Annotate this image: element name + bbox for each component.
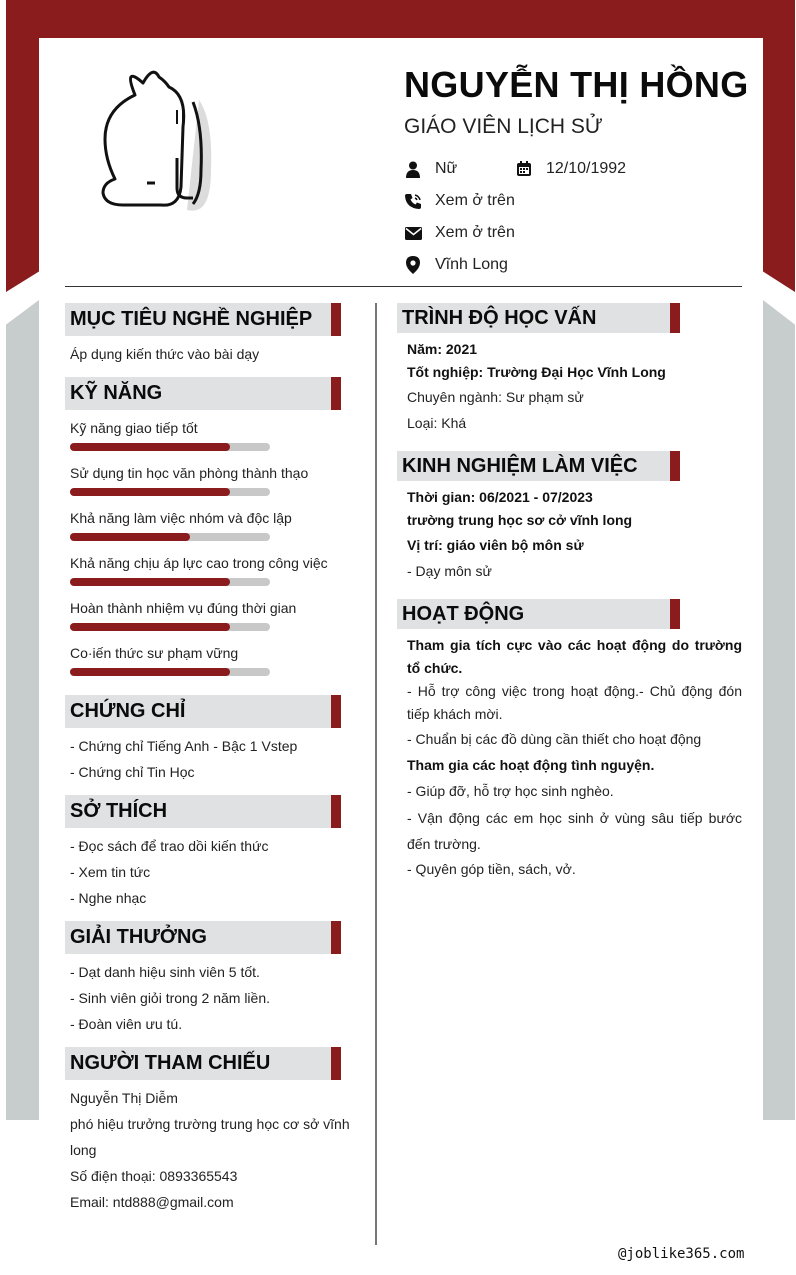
header-band bbox=[6, 0, 795, 38]
map-pin-icon bbox=[404, 256, 422, 274]
objective-text: Áp dụng kiến thức vào bài dạy bbox=[70, 346, 260, 362]
address-row bbox=[404, 256, 508, 274]
right-gray-ribbon bbox=[763, 300, 795, 1120]
candidate-name: NGUYỄN THỊ HỒNG bbox=[404, 64, 749, 105]
avatar bbox=[65, 40, 215, 260]
skill-level-bar bbox=[70, 668, 270, 676]
experience-time: Thời gian: 06/2021 - 07/2023 bbox=[407, 489, 593, 505]
experience-header: KINH NGHIỆM LÀM VIỆC bbox=[397, 451, 680, 481]
calendar-icon bbox=[515, 160, 533, 178]
certificate-item: - Chứng chỉ Tiếng Anh - Bậc 1 Vstep bbox=[70, 738, 298, 754]
birthday-value: 12/10/1992 bbox=[546, 160, 627, 177]
reference-position-cont: long bbox=[70, 1142, 97, 1158]
award-item: - Sinh viên giỏi trong 2 năm liền. bbox=[70, 990, 270, 1006]
gender-row bbox=[404, 160, 457, 178]
education-grade: Loại: Khá bbox=[407, 415, 467, 431]
skill-label: Sử dụng tin học văn phòng thành thạo bbox=[70, 465, 309, 481]
job-title: GIÁO VIÊN LỊCH SỬ bbox=[404, 115, 603, 138]
header-divider bbox=[65, 286, 742, 287]
skill-level-fill bbox=[70, 533, 190, 541]
certificate-item: - Chứng chỉ Tin Học bbox=[70, 764, 195, 780]
email-row bbox=[404, 224, 515, 242]
certificates-header: CHỨNG CHỈ bbox=[65, 695, 341, 728]
activity-group-title: Tham gia tích cực vào các hoạt động do trường tổ chức. bbox=[407, 637, 742, 676]
awards-header: GIẢI THƯỞNG bbox=[65, 921, 341, 954]
skill-label: Hoàn thành nhiệm vụ đúng thời gian bbox=[70, 600, 297, 616]
experience-position: Vị trí: giáo viên bộ môn sử bbox=[407, 537, 584, 553]
skill-level-bar bbox=[70, 533, 270, 541]
skill-level-bar bbox=[70, 578, 270, 586]
birthday-row bbox=[515, 160, 626, 178]
hobby-item: - Xem tin tức bbox=[70, 864, 151, 880]
activity-item: - Quyên góp tiền, sách, vở. bbox=[407, 861, 576, 877]
skill-label: Kỹ năng giao tiếp tốt bbox=[70, 420, 198, 436]
hobbies-header: SỞ THÍCH bbox=[65, 795, 341, 828]
email-value: Xem ở trên bbox=[435, 224, 515, 241]
bunny-avatar-icon bbox=[65, 40, 215, 260]
references-header: NGƯỜI THAM CHIẾU bbox=[65, 1047, 341, 1080]
education-year: Năm: 2021 bbox=[407, 341, 478, 357]
skill-level-fill bbox=[70, 443, 230, 451]
experience-company: trường trung học sơ cở vĩnh long bbox=[407, 512, 633, 528]
skill-level-fill bbox=[70, 578, 230, 586]
activity-item: - Vận động các em học sinh ở vùng sâu tiếp bước đến trường. bbox=[407, 810, 742, 852]
activities-header: HOẠT ĐỘNG bbox=[397, 599, 680, 629]
left-red-ribbon bbox=[6, 0, 39, 292]
footer-watermark: @joblike365.com bbox=[618, 1246, 745, 1262]
column-divider bbox=[375, 303, 377, 1245]
phone-row bbox=[404, 192, 515, 210]
hobby-item: - Nghe nhạc bbox=[70, 890, 147, 906]
skill-label: Co·iến thức sư phạm vững bbox=[70, 645, 239, 661]
education-header: TRÌNH ĐỘ HỌC VẤN bbox=[397, 303, 680, 333]
skill-level-fill bbox=[70, 668, 230, 676]
reference-phone: Số điện thoại: 0893365543 bbox=[70, 1168, 238, 1184]
activity-item: - Giúp đỡ, hỗ trợ học sinh nghèo. bbox=[407, 783, 614, 799]
phone-value: Xem ở trên bbox=[435, 192, 515, 209]
experience-description: - Dạy môn sử bbox=[407, 563, 492, 579]
skill-label: Khả năng chịu áp lực cao trong công việc bbox=[70, 555, 328, 571]
skill-level-fill bbox=[70, 623, 230, 631]
skill-label: Khả năng làm việc nhóm và độc lập bbox=[70, 510, 292, 526]
activity-item: - Chuẩn bị các đồ dùng cần thiết cho hoạt động bbox=[407, 731, 702, 747]
education-school: Tốt nghiệp: Trường Đại Học Vĩnh Long bbox=[407, 364, 666, 380]
skill-level-fill bbox=[70, 488, 230, 496]
reference-email: Email: ntd888@gmail.com bbox=[70, 1194, 234, 1210]
hobby-item: - Đọc sách để trao dồi kiến thức bbox=[70, 838, 269, 854]
skill-level-bar bbox=[70, 623, 270, 631]
skills-header: KỸ NĂNG bbox=[65, 377, 341, 410]
person-icon bbox=[404, 160, 422, 178]
right-red-ribbon bbox=[763, 0, 795, 292]
award-item: - Dạt danh hiệu sinh viên 5 tốt. bbox=[70, 964, 260, 980]
skill-level-bar bbox=[70, 488, 270, 496]
phone-icon bbox=[404, 192, 422, 210]
gender-value: Nữ bbox=[435, 160, 458, 177]
address-value: Vĩnh Long bbox=[435, 256, 508, 273]
award-item: - Đoàn viên ưu tú. bbox=[70, 1016, 183, 1032]
education-major: Chuyên ngành: Sư phạm sử bbox=[407, 389, 584, 405]
activity-item: - Hỗ trợ công việc trong hoạt động.- Chủ động đón tiếp khách mời. bbox=[407, 683, 742, 722]
objective-header: MỤC TIÊU NGHỀ NGHIỆP bbox=[65, 303, 341, 336]
envelope-icon bbox=[404, 224, 422, 242]
reference-name: Nguyễn Thị Diễm bbox=[70, 1090, 178, 1106]
skill-level-bar bbox=[70, 443, 270, 451]
activity-group-title: Tham gia các hoạt động tình nguyện. bbox=[407, 757, 655, 773]
left-gray-ribbon bbox=[6, 300, 39, 1120]
reference-position: phó hiệu trưởng trường trung học cơ sở vĩnh bbox=[70, 1116, 350, 1132]
